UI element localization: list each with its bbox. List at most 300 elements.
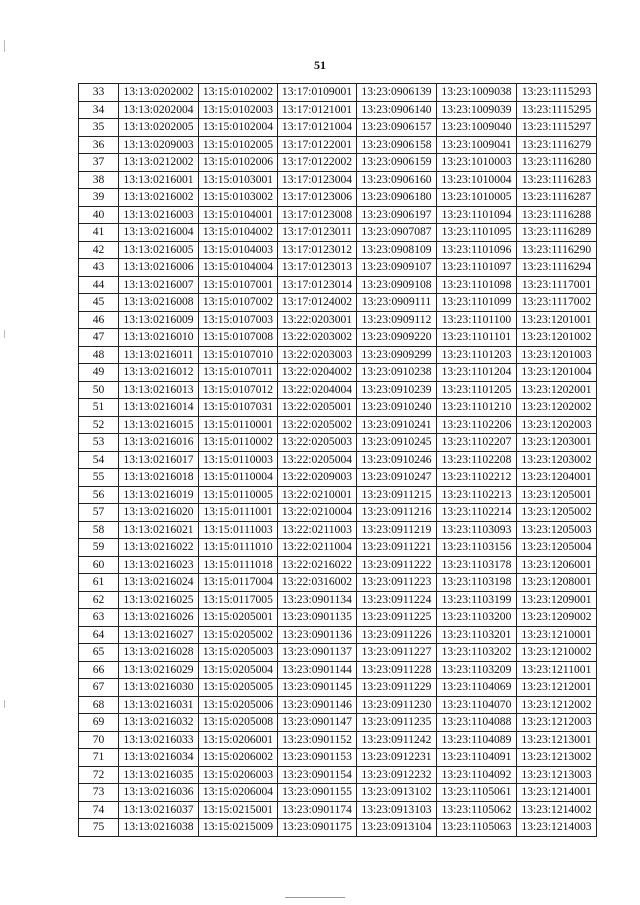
row-index-cell: 74 [79, 801, 119, 819]
cadastral-number-cell: 13:23:0911222 [357, 556, 437, 574]
cadastral-number-cell: 13:23:0911223 [357, 574, 437, 592]
cadastral-number-cell: 13:13:0216007 [119, 276, 199, 294]
cadastral-number-cell: 13:23:0913102 [357, 784, 437, 802]
cadastral-number-cell: 13:15:0117005 [199, 591, 278, 609]
cadastral-number-cell: 13:15:0107002 [199, 294, 278, 312]
cadastral-number-cell: 13:15:0111010 [199, 539, 278, 557]
cadastral-number-cell: 13:23:1103198 [437, 574, 517, 592]
cadastral-number-cell: 13:23:0910240 [357, 399, 437, 417]
cadastral-number-cell: 13:23:1116280 [517, 154, 597, 172]
cadastral-number-cell: 13:23:1009039 [437, 101, 517, 119]
row-index-cell: 56 [79, 486, 119, 504]
cadastral-number-cell: 13:22:0205004 [278, 451, 357, 469]
row-index-cell: 33 [79, 84, 119, 102]
cadastral-number-cell: 13:23:1201004 [517, 364, 597, 382]
cadastral-number-cell: 13:15:0215009 [199, 819, 278, 837]
cadastral-number-cell: 13:22:0203003 [278, 346, 357, 364]
row-index-cell: 70 [79, 731, 119, 749]
row-index-cell: 34 [79, 101, 119, 119]
row-index-cell: 71 [79, 749, 119, 767]
row-index-cell: 62 [79, 591, 119, 609]
cadastral-number-cell: 13:22:0210001 [278, 486, 357, 504]
cadastral-number-cell: 13:23:1208001 [517, 574, 597, 592]
cadastral-number-cell: 13:23:0901153 [278, 749, 357, 767]
cadastral-number-cell: 13:15:0110002 [199, 434, 278, 452]
cadastral-number-cell: 13:23:0901135 [278, 609, 357, 627]
cadastral-number-cell: 13:23:0911226 [357, 626, 437, 644]
cadastral-number-cell: 13:17:0121004 [278, 119, 357, 137]
cadastral-number-cell: 13:23:1101204 [437, 364, 517, 382]
cadastral-number-cell: 13:23:1103178 [437, 556, 517, 574]
cadastral-number-cell: 13:23:0909220 [357, 329, 437, 347]
cadastral-number-cell: 13:13:0216033 [119, 731, 199, 749]
cadastral-number-cell: 13:23:1105062 [437, 801, 517, 819]
cadastral-number-cell: 13:23:1105061 [437, 784, 517, 802]
cadastral-number-cell: 13:22:0203002 [278, 329, 357, 347]
cadastral-number-cell: 13:23:0906139 [357, 84, 437, 102]
cadastral-number-cell: 13:15:0206001 [199, 731, 278, 749]
row-index-cell: 63 [79, 609, 119, 627]
row-index-cell: 75 [79, 819, 119, 837]
cadastral-number-cell: 13:23:1102214 [437, 504, 517, 522]
cadastral-number-cell: 13:13:0216008 [119, 294, 199, 312]
cadastral-number-cell: 13:13:0216027 [119, 626, 199, 644]
cadastral-number-cell: 13:23:1101210 [437, 399, 517, 417]
cadastral-number-cell: 13:23:1010003 [437, 154, 517, 172]
page-number: 51 [314, 58, 326, 72]
row-index-cell: 42 [79, 241, 119, 259]
cadastral-number-cell: 13:13:0216035 [119, 766, 199, 784]
cadastral-number-cell: 13:22:0203001 [278, 311, 357, 329]
table-row [79, 119, 597, 137]
cadastral-number-cell: 13:13:0216010 [119, 329, 199, 347]
row-index-cell: 54 [79, 451, 119, 469]
cadastral-number-cell: 13:13:0216017 [119, 451, 199, 469]
cadastral-number-cell: 13:23:1104091 [437, 749, 517, 767]
cadastral-number-cell: 13:15:0215001 [199, 801, 278, 819]
cadastral-number-cell: 13:17:0109001 [278, 84, 357, 102]
table-row [79, 679, 597, 697]
cadastral-number-cell: 13:23:1115295 [517, 101, 597, 119]
row-index-cell: 35 [79, 119, 119, 137]
row-index-cell: 51 [79, 399, 119, 417]
cadastral-number-cell: 13:23:1205003 [517, 521, 597, 539]
cadastral-number-cell: 13:22:0316002 [278, 574, 357, 592]
cadastral-number-cell: 13:23:1102206 [437, 416, 517, 434]
cadastral-number-cell: 13:23:0909112 [357, 311, 437, 329]
cadastral-number-cell: 13:13:0216021 [119, 521, 199, 539]
cadastral-number-cell: 13:23:0906157 [357, 119, 437, 137]
cadastral-number-cell: 13:13:0216036 [119, 784, 199, 802]
row-index-cell: 73 [79, 784, 119, 802]
cadastral-number-cell: 13:23:1116279 [517, 136, 597, 154]
table-row [79, 416, 597, 434]
row-index-cell: 55 [79, 469, 119, 487]
cadastral-number-cell: 13:13:0216001 [119, 171, 199, 189]
cadastral-number-cell: 13:13:0216004 [119, 224, 199, 242]
table-row [79, 539, 597, 557]
cadastral-number-cell: 13:23:0901137 [278, 644, 357, 662]
row-index-cell: 68 [79, 696, 119, 714]
cadastral-number-cell: 13:23:0906197 [357, 206, 437, 224]
cadastral-number-cell: 13:23:0910241 [357, 416, 437, 434]
table-row [79, 294, 597, 312]
table-row [79, 749, 597, 767]
cadastral-number-cell: 13:13:0216018 [119, 469, 199, 487]
cadastral-number-cell: 13:23:1211001 [517, 661, 597, 679]
cadastral-number-cell: 13:15:0205008 [199, 714, 278, 732]
cadastral-number-cell: 13:23:1104089 [437, 731, 517, 749]
cadastral-number-cell: 13:15:0107010 [199, 346, 278, 364]
cadastral-number-cell: 13:15:0104002 [199, 224, 278, 242]
cadastral-number-cell: 13:23:0910239 [357, 381, 437, 399]
cadastral-number-cell: 13:17:0123014 [278, 276, 357, 294]
cadastral-number-cell: 13:23:1201003 [517, 346, 597, 364]
cadastral-number-cell: 13:15:0117004 [199, 574, 278, 592]
table-row [79, 626, 597, 644]
cadastral-number-cell: 13:23:0901147 [278, 714, 357, 732]
cadastral-number-cell: 13:23:0901144 [278, 661, 357, 679]
table-row [79, 154, 597, 172]
cadastral-number-cell: 13:23:1205001 [517, 486, 597, 504]
cadastral-number-cell: 13:17:0122001 [278, 136, 357, 154]
cadastral-number-cell: 13:23:0909111 [357, 294, 437, 312]
cadastral-number-cell: 13:23:1205002 [517, 504, 597, 522]
cadastral-number-cell: 13:15:0104001 [199, 206, 278, 224]
cadastral-number-cell: 13:13:0216002 [119, 189, 199, 207]
table-row [79, 819, 597, 837]
cadastral-number-cell: 13:23:0910245 [357, 434, 437, 452]
cadastral-number-cell: 13:23:1214001 [517, 784, 597, 802]
cadastral-number-cell: 13:23:1104088 [437, 714, 517, 732]
cadastral-number-cell: 13:17:0123008 [278, 206, 357, 224]
cadastral-number-cell: 13:23:1117001 [517, 276, 597, 294]
cadastral-number-cell: 13:15:0102002 [199, 84, 278, 102]
table-row [79, 189, 597, 207]
cadastral-number-cell: 13:23:1212003 [517, 714, 597, 732]
row-index-cell: 50 [79, 381, 119, 399]
cadastral-number-cell: 13:15:0110003 [199, 451, 278, 469]
row-index-cell: 72 [79, 766, 119, 784]
cadastral-number-cell: 13:17:0123013 [278, 259, 357, 277]
cadastral-number-cell: 13:23:0911242 [357, 731, 437, 749]
cadastral-number-cell: 13:23:0911224 [357, 591, 437, 609]
cadastral-number-cell: 13:23:1101101 [437, 329, 517, 347]
table-row [79, 259, 597, 277]
cadastral-number-cell: 13:15:0205005 [199, 679, 278, 697]
cadastral-number-cell: 13:17:0124002 [278, 294, 357, 312]
cadastral-number-cell: 13:17:0123004 [278, 171, 357, 189]
row-index-cell: 57 [79, 504, 119, 522]
cadastral-number-cell: 13:13:0216015 [119, 416, 199, 434]
cadastral-number-cell: 13:22:0204004 [278, 381, 357, 399]
cadastral-number-cell: 13:23:1213003 [517, 766, 597, 784]
row-index-cell: 41 [79, 224, 119, 242]
margin-mark [4, 40, 5, 52]
cadastral-number-cell: 13:23:1101097 [437, 259, 517, 277]
cadastral-number-cell: 13:13:0216030 [119, 679, 199, 697]
table-row [79, 276, 597, 294]
cadastral-number-cell: 13:23:1213002 [517, 749, 597, 767]
cadastral-number-cell: 13:13:0216009 [119, 311, 199, 329]
cadastral-number-cell: 13:15:0111003 [199, 521, 278, 539]
table-row [79, 731, 597, 749]
row-index-cell: 38 [79, 171, 119, 189]
table-row [79, 801, 597, 819]
cadastral-number-cell: 13:23:0911219 [357, 521, 437, 539]
cadastral-number-cell: 13:23:1101205 [437, 381, 517, 399]
cadastral-number-cell: 13:23:0901154 [278, 766, 357, 784]
cadastral-number-cell: 13:23:1010004 [437, 171, 517, 189]
cadastral-number-cell: 13:22:0205002 [278, 416, 357, 434]
row-index-cell: 47 [79, 329, 119, 347]
cadastral-number-cell: 13:13:0209003 [119, 136, 199, 154]
margin-mark [4, 330, 5, 338]
cadastral-number-cell: 13:15:0206004 [199, 784, 278, 802]
table-row [79, 714, 597, 732]
table-row [79, 311, 597, 329]
cadastral-number-cell: 13:23:1104092 [437, 766, 517, 784]
table-row [79, 381, 597, 399]
cadastral-number-cell: 13:23:1210001 [517, 626, 597, 644]
cadastral-number-cell: 13:23:1103201 [437, 626, 517, 644]
cadastral-number-table [78, 83, 597, 837]
cadastral-number-cell: 13:23:1101099 [437, 294, 517, 312]
cadastral-number-cell: 13:23:1116290 [517, 241, 597, 259]
cadastral-number-cell: 13:15:0205004 [199, 661, 278, 679]
cadastral-number-cell: 13:22:0204002 [278, 364, 357, 382]
cadastral-number-cell: 13:13:0202005 [119, 119, 199, 137]
cadastral-number-cell: 13:23:0906159 [357, 154, 437, 172]
row-index-cell: 59 [79, 539, 119, 557]
cadastral-number-cell: 13:23:1102212 [437, 469, 517, 487]
cadastral-number-cell: 13:23:1101100 [437, 311, 517, 329]
cadastral-number-cell: 13:23:0901174 [278, 801, 357, 819]
cadastral-number-cell: 13:13:0216016 [119, 434, 199, 452]
row-index-cell: 58 [79, 521, 119, 539]
table-row [79, 399, 597, 417]
cadastral-number-cell: 13:23:0911228 [357, 661, 437, 679]
cadastral-number-cell: 13:23:0906160 [357, 171, 437, 189]
cadastral-number-cell: 13:23:0908109 [357, 241, 437, 259]
cadastral-number-cell: 13:15:0107003 [199, 311, 278, 329]
cadastral-number-cell: 13:15:0206003 [199, 766, 278, 784]
cadastral-number-cell: 13:23:1115297 [517, 119, 597, 137]
table-row [79, 171, 597, 189]
cadastral-number-cell: 13:13:0216034 [119, 749, 199, 767]
row-index-cell: 65 [79, 644, 119, 662]
cadastral-number-cell: 13:13:0216032 [119, 714, 199, 732]
cadastral-number-cell: 13:13:0216014 [119, 399, 199, 417]
table-row [79, 521, 597, 539]
cadastral-number-cell: 13:13:0216028 [119, 644, 199, 662]
cadastral-number-cell: 13:23:0906140 [357, 101, 437, 119]
cadastral-number-cell: 13:15:0102006 [199, 154, 278, 172]
cadastral-number-cell: 13:23:1203002 [517, 451, 597, 469]
cadastral-number-cell: 13:13:0216011 [119, 346, 199, 364]
table-row [79, 451, 597, 469]
cadastral-number-cell: 13:23:0911230 [357, 696, 437, 714]
row-index-cell: 61 [79, 574, 119, 592]
cadastral-number-cell: 13:23:0910247 [357, 469, 437, 487]
cadastral-number-cell: 13:13:0216005 [119, 241, 199, 259]
table-row [79, 556, 597, 574]
table-row [79, 486, 597, 504]
cadastral-number-cell: 13:23:1209001 [517, 591, 597, 609]
row-index-cell: 49 [79, 364, 119, 382]
cadastral-number-cell: 13:23:1203001 [517, 434, 597, 452]
table-row [79, 504, 597, 522]
cadastral-number-cell: 13:22:0205001 [278, 399, 357, 417]
cadastral-number-cell: 13:17:0123012 [278, 241, 357, 259]
table-row [79, 469, 597, 487]
cadastral-number-cell: 13:23:0901175 [278, 819, 357, 837]
table-row [79, 661, 597, 679]
cadastral-number-cell: 13:15:0104003 [199, 241, 278, 259]
row-index-cell: 40 [79, 206, 119, 224]
cadastral-number-cell: 13:15:0102004 [199, 119, 278, 137]
cadastral-number-cell: 13:23:1101203 [437, 346, 517, 364]
cadastral-number-cell: 13:23:1214002 [517, 801, 597, 819]
cadastral-number-cell: 13:15:0107001 [199, 276, 278, 294]
cadastral-number-cell: 13:23:0901155 [278, 784, 357, 802]
cadastral-number-cell: 13:23:0910238 [357, 364, 437, 382]
cadastral-number-cell: 13:15:0111001 [199, 504, 278, 522]
cadastral-number-cell: 13:23:1103156 [437, 539, 517, 557]
cadastral-number-cell: 13:23:0901145 [278, 679, 357, 697]
cadastral-number-cell: 13:15:0102005 [199, 136, 278, 154]
cadastral-number-cell: 13:23:1116287 [517, 189, 597, 207]
cadastral-number-cell: 13:15:0205003 [199, 644, 278, 662]
cadastral-number-cell: 13:13:0216024 [119, 574, 199, 592]
row-index-cell: 69 [79, 714, 119, 732]
table-row [79, 206, 597, 224]
cadastral-number-cell: 13:23:1212002 [517, 696, 597, 714]
cadastral-number-cell: 13:23:0909107 [357, 259, 437, 277]
page-bottom-mark [285, 897, 345, 898]
cadastral-number-cell: 13:15:0111018 [199, 556, 278, 574]
cadastral-number-cell: 13:17:0122002 [278, 154, 357, 172]
cadastral-number-cell: 13:23:0911225 [357, 609, 437, 627]
cadastral-number-cell: 13:23:1104070 [437, 696, 517, 714]
cadastral-number-cell: 13:13:0216025 [119, 591, 199, 609]
cadastral-number-cell: 13:23:0901146 [278, 696, 357, 714]
cadastral-number-cell: 13:23:0911235 [357, 714, 437, 732]
table-row [79, 696, 597, 714]
cadastral-number-cell: 13:15:0104004 [199, 259, 278, 277]
cadastral-number-cell: 13:22:0211004 [278, 539, 357, 557]
table-row [79, 364, 597, 382]
cadastral-number-cell: 13:23:1213001 [517, 731, 597, 749]
cadastral-number-cell: 13:23:1202001 [517, 381, 597, 399]
cadastral-number-cell: 13:23:0911216 [357, 504, 437, 522]
cadastral-number-cell: 13:23:0911229 [357, 679, 437, 697]
cadastral-number-cell: 13:23:0909108 [357, 276, 437, 294]
table-row [79, 224, 597, 242]
row-index-cell: 52 [79, 416, 119, 434]
cadastral-number-cell: 13:15:0107011 [199, 364, 278, 382]
cadastral-number-cell: 13:23:0910246 [357, 451, 437, 469]
row-index-cell: 45 [79, 294, 119, 312]
cadastral-number-cell: 13:23:1103199 [437, 591, 517, 609]
cadastral-number-cell: 13:23:1105063 [437, 819, 517, 837]
cadastral-number-cell: 13:22:0210004 [278, 504, 357, 522]
cadastral-number-cell: 13:23:1117002 [517, 294, 597, 312]
cadastral-number-cell: 13:22:0211003 [278, 521, 357, 539]
cadastral-number-cell: 13:22:0209003 [278, 469, 357, 487]
cadastral-number-cell: 13:23:1009038 [437, 84, 517, 102]
cadastral-number-cell: 13:23:1101096 [437, 241, 517, 259]
cadastral-number-cell: 13:15:0110001 [199, 416, 278, 434]
cadastral-number-cell: 13:13:0216026 [119, 609, 199, 627]
table-row [79, 644, 597, 662]
row-index-cell: 43 [79, 259, 119, 277]
cadastral-number-cell: 13:13:0212002 [119, 154, 199, 172]
cadastral-number-cell: 13:23:1102208 [437, 451, 517, 469]
row-index-cell: 53 [79, 434, 119, 452]
cadastral-number-cell: 13:13:0216020 [119, 504, 199, 522]
cadastral-number-cell: 13:23:0911227 [357, 644, 437, 662]
cadastral-number-cell: 13:23:0911221 [357, 539, 437, 557]
row-index-cell: 39 [79, 189, 119, 207]
cadastral-number-cell: 13:13:0216023 [119, 556, 199, 574]
cadastral-number-cell: 13:17:0121001 [278, 101, 357, 119]
table-row [79, 591, 597, 609]
cadastral-number-cell: 13:23:0909299 [357, 346, 437, 364]
cadastral-number-cell: 13:23:1104069 [437, 679, 517, 697]
cadastral-number-cell: 13:23:0912232 [357, 766, 437, 784]
cadastral-number-cell: 13:13:0216029 [119, 661, 199, 679]
cadastral-number-cell: 13:23:1206001 [517, 556, 597, 574]
cadastral-number-cell: 13:23:0911215 [357, 486, 437, 504]
cadastral-number-cell: 13:22:0205003 [278, 434, 357, 452]
cadastral-number-cell: 13:23:1010005 [437, 189, 517, 207]
table-row [79, 784, 597, 802]
table-row [79, 136, 597, 154]
cadastral-number-cell: 13:23:1116289 [517, 224, 597, 242]
cadastral-number-cell: 13:23:1210002 [517, 644, 597, 662]
cadastral-number-cell: 13:23:0907087 [357, 224, 437, 242]
cadastral-number-cell: 13:13:0216022 [119, 539, 199, 557]
cadastral-number-cell: 13:23:1101095 [437, 224, 517, 242]
table-row [79, 766, 597, 784]
row-index-cell: 37 [79, 154, 119, 172]
cadastral-number-cell: 13:13:0216019 [119, 486, 199, 504]
row-index-cell: 60 [79, 556, 119, 574]
row-index-cell: 36 [79, 136, 119, 154]
cadastral-number-cell: 13:15:0205002 [199, 626, 278, 644]
table-row [79, 574, 597, 592]
row-index-cell: 64 [79, 626, 119, 644]
cadastral-number-cell: 13:17:0123006 [278, 189, 357, 207]
cadastral-number-cell: 13:23:1103202 [437, 644, 517, 662]
cadastral-number-cell: 13:23:1209002 [517, 609, 597, 627]
cadastral-number-cell: 13:23:1101094 [437, 206, 517, 224]
cadastral-number-cell: 13:23:1201001 [517, 311, 597, 329]
cadastral-number-cell: 13:23:0913104 [357, 819, 437, 837]
cadastral-number-cell: 13:15:0110004 [199, 469, 278, 487]
table-row [79, 329, 597, 347]
cadastral-number-cell: 13:15:0107031 [199, 399, 278, 417]
cadastral-number-cell: 13:15:0107008 [199, 329, 278, 347]
cadastral-number-cell: 13:15:0205006 [199, 696, 278, 714]
cadastral-number-cell: 13:23:1202002 [517, 399, 597, 417]
cadastral-number-cell: 13:15:0103001 [199, 171, 278, 189]
cadastral-number-cell: 13:23:0901134 [278, 591, 357, 609]
cadastral-number-cell: 13:13:0216012 [119, 364, 199, 382]
table-row [79, 434, 597, 452]
cadastral-number-cell: 13:23:0912231 [357, 749, 437, 767]
